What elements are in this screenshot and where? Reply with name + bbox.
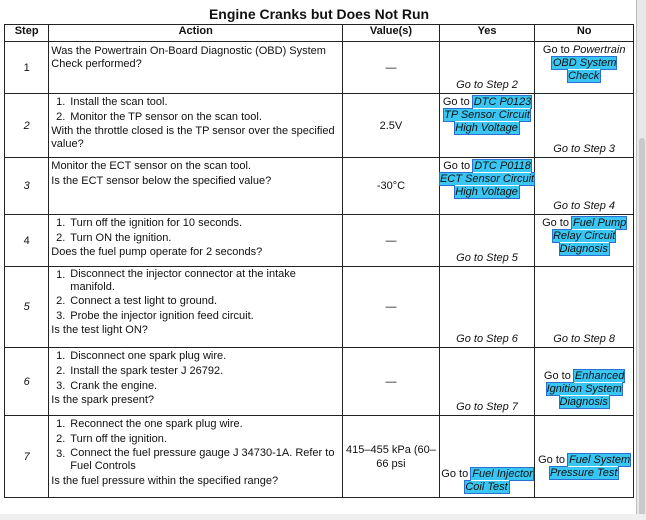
no-cell <box>535 42 634 94</box>
action-question: With the throttle closed is the TP sensor over the specified value? <box>51 125 335 150</box>
table-row <box>5 42 634 94</box>
dtc-p0118-link[interactable]: DTC P0118 ECT Sensor Circuit High Voltage <box>439 160 535 198</box>
value-cell: — <box>343 267 440 348</box>
action-item: 2. Turn off the ignition. <box>56 433 167 445</box>
goto-lead: Go to <box>443 160 474 172</box>
goto-step-link[interactable]: Go to Step 7 <box>456 401 518 413</box>
scrollbar-thumb[interactable] <box>639 138 645 518</box>
dtc-p0123-link[interactable]: DTC P0123 TP Sensor Circuit High Voltage <box>444 96 532 134</box>
yes-cell <box>439 348 535 416</box>
goto-lead: Go to <box>542 44 573 56</box>
goto-step-link[interactable]: Go to Step 5 <box>456 252 518 264</box>
yes-cell <box>439 42 535 94</box>
table-row <box>5 158 634 215</box>
yes-cell <box>439 158 535 215</box>
action-cell <box>49 158 343 215</box>
action-item: 1. Reconnect the one spark plug wire. <box>56 418 243 430</box>
fuel-system-pressure-link[interactable]: Fuel System Pressure Test <box>549 454 631 479</box>
value-cell: — <box>343 348 440 416</box>
yes-cell <box>439 416 535 498</box>
yes-instruction <box>440 416 535 494</box>
vertical-scrollbar[interactable] <box>636 0 646 520</box>
action-question: Is the test light ON? <box>51 324 148 336</box>
no-cell <box>535 94 634 158</box>
header-yes: Yes <box>439 25 535 42</box>
action-item: 1. Turn off the ignition for 10 seconds. <box>56 217 243 229</box>
step-number: 4 <box>5 215 49 267</box>
step-number: 2 <box>5 94 49 158</box>
value-cell: -30°C <box>343 158 440 215</box>
action-cell <box>49 215 343 267</box>
yes-instruction <box>440 158 535 199</box>
action-cell <box>49 416 343 498</box>
action-item: 2. Connect a test light to ground. <box>56 295 218 307</box>
no-cell <box>535 215 634 267</box>
fuel-injector-coil-link[interactable]: Fuel Injector Coil Test <box>465 468 533 493</box>
diagnostic-table <box>4 24 634 498</box>
goto-lead: Go to <box>442 96 473 108</box>
action-cell <box>49 94 343 158</box>
table-header-row <box>5 25 634 42</box>
value-cell: — <box>343 215 440 267</box>
action-item: 1. Disconnect the injector connector at the intake manifold. <box>56 268 296 293</box>
value-cell: 2.5V <box>343 94 440 158</box>
yes-instruction <box>440 94 535 135</box>
procedure-frame <box>4 4 634 494</box>
step-number: 6 <box>5 348 49 416</box>
no-instruction <box>535 215 633 256</box>
no-cell <box>535 348 634 416</box>
header-step: Step <box>5 25 49 42</box>
goto-step-link[interactable]: Go to Step 6 <box>456 333 518 345</box>
step-number: 7 <box>5 416 49 498</box>
goto-lead: Go to <box>441 468 472 480</box>
table-row <box>5 94 634 158</box>
table-row <box>5 267 634 348</box>
goto-step-link[interactable]: Go to Step 3 <box>553 143 616 155</box>
no-cell <box>535 416 634 498</box>
action-question: Is the ECT sensor below the specified value? <box>51 175 272 187</box>
header-values: Value(s) <box>343 25 440 42</box>
action-cell <box>49 348 343 416</box>
action-item: 3. Probe the injector ignition feed circuit. <box>56 310 254 322</box>
step-number: 5 <box>5 267 49 348</box>
no-cell <box>535 267 634 348</box>
action-item: 1. Install the scan tool. <box>56 96 168 108</box>
action-item: 2. Monitor the TP sensor on the scan tool. <box>56 111 262 123</box>
table-row <box>5 348 634 416</box>
value-cell: — <box>343 42 440 94</box>
page-bottom-edge <box>0 514 646 520</box>
action-question: Is the spark present? <box>51 394 155 406</box>
no-instruction <box>535 348 633 409</box>
action-item: 3. Crank the engine. <box>56 380 158 392</box>
obd-system-check-link[interactable]: OBD System Check <box>552 57 617 82</box>
goto-step-link[interactable]: Go to Step 4 <box>553 200 616 212</box>
action-question: Is the fuel pressure within the specified range? <box>51 475 279 487</box>
action-question: Was the Powertrain On-Board Diagnostic (OBD) System Check performed? <box>51 45 326 70</box>
step-number: 1 <box>5 42 49 94</box>
yes-cell <box>439 267 535 348</box>
fuel-pump-relay-link[interactable]: Fuel Pump Relay Circuit Diagnosis <box>552 217 627 255</box>
action-cell <box>49 267 343 348</box>
step-number: 3 <box>5 158 49 215</box>
action-item: 2. Turn ON the ignition. <box>56 232 172 244</box>
yes-cell <box>439 215 535 267</box>
action-plain: Monitor the ECT sensor on the scan tool. <box>51 160 252 172</box>
goto-lead-extra: Powertrain <box>572 44 626 56</box>
action-question: Does the fuel pump operate for 2 seconds? <box>51 246 263 258</box>
table-row <box>5 215 634 267</box>
goto-step-link[interactable]: Go to Step 8 <box>553 333 616 345</box>
table-row <box>5 416 634 498</box>
action-item: 2. Install the spark tester J 26792. <box>56 365 224 377</box>
goto-lead: Go to <box>538 454 569 466</box>
action-item: 1. Disconnect one spark plug wire. <box>56 350 227 362</box>
action-item: 3. Connect the fuel pressure gauge J 34730-1A. Refer to Fuel Controls <box>56 447 335 472</box>
header-action: Action <box>49 25 343 42</box>
goto-lead: Go to <box>542 217 573 229</box>
yes-cell <box>439 94 535 158</box>
value-cell: 415–455 kPa (60–66 psi <box>343 416 440 498</box>
enhanced-ignition-link[interactable]: Enhanced Ignition System Diagnosis <box>546 370 625 408</box>
goto-lead: Go to <box>543 370 574 382</box>
goto-step-link[interactable]: Go to Step 2 <box>456 79 518 91</box>
no-instruction <box>535 42 633 83</box>
no-instruction <box>535 416 633 480</box>
no-cell <box>535 158 634 215</box>
action-cell <box>49 42 343 94</box>
table-title: Engine Cranks but Does Not Run <box>208 6 430 22</box>
header-no: No <box>535 25 634 42</box>
